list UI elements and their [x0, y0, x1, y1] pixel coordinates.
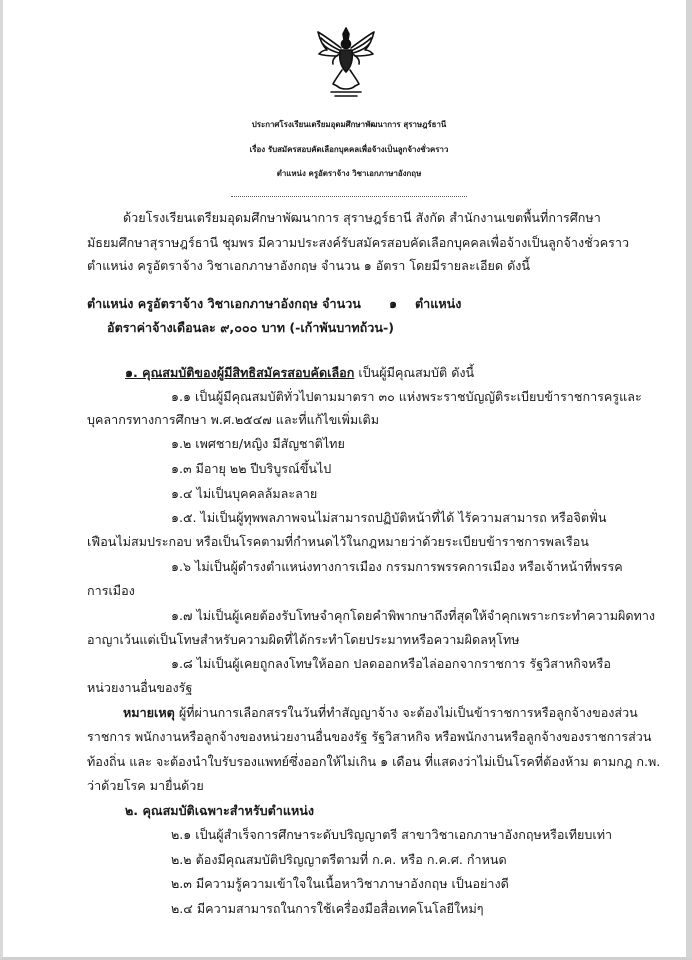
section1-item: ๑.๑ เป็นผู้มีคุณสมบัติทั่วไปตามมาตรา ๓๐ แห่งพระราชบัญญัติระเบียบข้าราชการครูและ	[171, 389, 642, 404]
note-label: หมายเหตุ	[123, 705, 175, 720]
announcement-subject: เรื่อง รับสมัครสอบคัดเลือกบุคคลเพื่อจ้างเป็นลูกจ้างชั่วคราว	[249, 145, 449, 154]
section1-item: ๑.๓ มีอายุ ๒๒ ปีบริบูรณ์ขึ้นไป	[171, 461, 332, 476]
intro-line: ตำแหน่ง ครูอัตราจ้าง วิชาเอกภาษาอังกฤษ จำนวน ๑ อัตรา โดยมีรายละเอียด ดังนี้	[87, 258, 531, 273]
garuda-emblem	[315, 26, 377, 98]
note-line: ราชการ พนักงานหรือลูกจ้างของหน่วยงานอื่นของรัฐ รัฐวิสาหกิจ หรือพนักงานหรือลูกจ้างของราชการส่วน	[87, 729, 652, 744]
section1-item: ๑.๖ ไม่เป็นผู้ดำรงตำแหน่งทางการเมือง กรรมการพรรคการเมือง หรือเจ้าหน้าที่พรรค	[171, 559, 623, 574]
note-line: ท้องถิ่น และ จะต้องนำใบรับรองแพทย์ซึ่งออกให้ไม่เกิน ๑ เดือน ที่แสดงว่าไม่เป็นโรคที่ต้องห้าม ตามกฎ ก.พ.	[87, 754, 661, 769]
section1-heading: ๑. คุณสมบัติของผู้มีสิทธิสมัครสอบคัดเลือก	[125, 365, 355, 380]
section1-item: ๑.๘ ไม่เป็นผู้เคยถูกลงโทษให้ออก ปลดออกหรือไล่ออกจากราชการ รัฐวิสาหกิจหรือ	[171, 656, 611, 671]
section1-item: บุคลากรทางการศึกษา พ.ศ.๒๕๔๗ และที่แก้ไขเพิ่มเติม	[87, 412, 379, 427]
section1-item: ๑.๔ ไม่เป็นบุคคลล้มละลาย	[171, 486, 318, 501]
garuda-emblem-icon	[315, 26, 377, 98]
intro-line: ด้วยโรงเรียนเตรียมอุดมศึกษาพัฒนาการ สุราษฎร์ธานี สังกัด สำนักงานเขตพื้นที่การศึกษา	[123, 210, 601, 225]
section2-item: ๒.๒ ต้องมีคุณสมบัติปริญญาตรีตามที่ ก.ค. หรือ ก.ค.ศ. กำหนด	[171, 852, 507, 867]
section1-item: หน่วยงานอื่นของรัฐ	[87, 680, 193, 695]
section2-item: ๒.๔ มีความสามารถในการใช้เครื่องมือสื่อเทคโนโลยีใหม่ๆ	[171, 901, 484, 916]
section1-heading-suffix: เป็นผู้มีคุณสมบัติ ดังนี้	[354, 365, 475, 380]
note-line: ว่าด้วยโรค มายื่นด้วย	[87, 778, 204, 793]
section1-item: อาญาเว้นแต่เป็นโทษสำหรับความผิดที่ได้กระทำโดยประมาทหรือความผิดลหุโทษ	[87, 632, 520, 647]
announcement-title: ประกาศโรงเรียนเตรียมอุดมศึกษาพัฒนาการ สุราษฎร์ธานี	[251, 120, 447, 129]
position-unit: ตำแหน่ง	[415, 296, 462, 311]
title-separator	[231, 196, 467, 197]
position-label: ตำแหน่ง ครูอัตราจ้าง วิชาเอกภาษาอังกฤษ จำนวน	[87, 296, 361, 311]
intro-line: มัธยมศึกษาสุราษฎร์ธานี ชุมพร มีความประสงค์รับสมัครสอบคัดเลือกบุคคลเพื่อจ้างเป็นลูกจ้างชั่วคราว	[87, 235, 630, 250]
section2-item: ๒.๓ มีความรู้ความเข้าใจในเนื้อหาวิชาภาษาอังกฤษ เป็นอย่างดี	[171, 876, 509, 891]
section1-item: เฟือนไม่สมประกอบ หรือเป็นโรคตามที่กำหนดไว้ในกฎหมายว่าด้วยระเบียบข้าราชการพลเรือน	[87, 534, 589, 549]
section1-item: ๑.๗ ไม่เป็นผู้เคยต้องรับโทษจำคุกโดยคำพิพากษาถึงที่สุดให้จำคุกเพราะกระทำความผิดทาง	[171, 608, 656, 623]
section1-item: ๑.๕. ไม่เป็นผู้ทุพพลภาพจนไม่สามารถปฏิบัติหน้าที่ได้ ไร้ความสามารถ หรือจิตฟั่น	[171, 510, 607, 525]
section2-heading: ๒. คุณสมบัติเฉพาะสำหรับตำแหน่ง	[125, 803, 315, 818]
section2-item: ๒.๑ เป็นผู้สำเร็จการศึกษาระดับปริญญาตรี สาขาวิชาเอกภาษาอังกฤษหรือเทียบเท่า	[171, 827, 613, 842]
note-line: ผู้ที่ผ่านการเลือกสรรในวันที่ทำสัญญาจ้าง จะต้องไม่เป็นข้าราชการหรือลูกจ้างของส่วน	[174, 705, 638, 720]
note-first-row	[123, 705, 638, 721]
section1-item: การเมือง	[87, 583, 135, 598]
salary-line: อัตราค่าจ้างเดือนละ ๙,๐๐๐ บาท (-เก้าพันบาทถ้วน-)	[107, 320, 394, 335]
announcement-position: ตำแหน่ง ครูอัตราจ้าง วิชาเอกภาษาอังกฤษ	[276, 169, 422, 178]
position-count: ๑	[389, 296, 397, 311]
section1-heading-row	[125, 365, 474, 381]
section1-item: ๑.๒ เพศชาย/หญิง มีสัญชาติไทย	[171, 436, 345, 451]
